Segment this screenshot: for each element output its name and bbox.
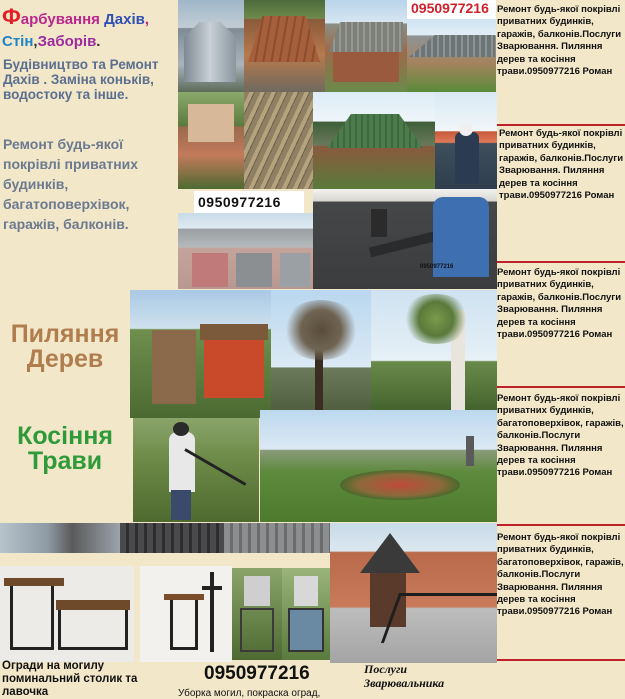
headline-word-1: арбування xyxy=(20,11,105,28)
divider-4 xyxy=(497,524,625,526)
photo-forged-bench xyxy=(0,566,134,662)
photo-tree-climber xyxy=(371,290,497,418)
photo-green-roof-house xyxy=(313,92,435,189)
phone-top: 0950977216 xyxy=(407,0,496,19)
photo-garden-roof xyxy=(178,92,244,189)
photo-grave-before xyxy=(232,568,282,660)
photo-flat-roof-work xyxy=(313,189,497,289)
phone-bottom: 0950977216 xyxy=(204,663,310,684)
photo-old-house xyxy=(325,0,407,92)
photo-house-tree xyxy=(130,290,271,418)
divider-5 xyxy=(497,659,625,661)
fences-text: Огради на могилу поминальний столик та лавочка xyxy=(2,660,138,698)
headline: Фарбування Дахів, Стін,Заборів. xyxy=(2,4,150,50)
side-ad-3: Ремонт будь-якої покрівлі приватних будинків, гаражів, балконів.Послуги Зварювання. Пиляння дерев та косіння трави.0950977216 Роман xyxy=(497,267,622,341)
photo-garages xyxy=(178,213,313,289)
photo-park-flowerbed xyxy=(260,410,497,522)
side-ad-4: Ремонт будь-якої покрівлі приватних будинків, багатоповерхівок, гаражів, балконів.Послуги Зварювання. Пиляння дерев та косіння трави.0950977216 Роман xyxy=(497,393,624,479)
side-ad-2: Ремонт будь-якої покрівлі приватних будинків, гаражів, балконів.Послуги Зварювання. Пиляння дерев та косіння трави.0950977216 Роман xyxy=(499,128,624,202)
side-ad-5: Ремонт будь-якої покрівлі приватних будинків, багатоповерхівок, гаражів, балконів.Послуги Зварювання. Пиляння дерев та косіння трави.0950977216 Роман xyxy=(497,532,624,618)
divider-3 xyxy=(497,386,625,388)
photo-big-tree xyxy=(271,290,371,418)
tree-cutting-title: Пиляння Дерев xyxy=(10,320,120,373)
photo-wood-roof xyxy=(244,92,313,189)
phone-mid: 0950977216 xyxy=(194,191,304,213)
headline-word-3: Стін xyxy=(2,33,34,50)
photo-bottom-strip-1 xyxy=(0,523,120,553)
photo-house-roof xyxy=(244,0,325,92)
headline-word-2: Дахів xyxy=(104,11,145,28)
photo-grave-after xyxy=(282,568,330,660)
photo-long-house xyxy=(407,19,496,92)
grass-mowing-title: Косіння Трави xyxy=(17,422,113,475)
headline-word-4: Заборів xyxy=(37,33,97,50)
headline-letter-f: Ф xyxy=(2,4,21,29)
photo-grave-table xyxy=(140,566,232,662)
roof-repair-text: Ремонт будь-якої покрівлі приватних будинків, багатоповерхівок, гаражів, балконів. xyxy=(3,136,139,232)
welding-text: Послуги Зварювальника xyxy=(364,662,445,690)
photo-worker-gutter xyxy=(435,92,497,189)
grave-care-text: Уборка могил, покраска оград, xyxy=(178,688,321,699)
photo-grass-mower xyxy=(133,418,259,522)
divider-1 xyxy=(497,124,625,126)
photo-bottom-strip-2 xyxy=(120,523,224,553)
photo-bottom-strip-3 xyxy=(224,523,332,553)
photo-caption-phone: 0950977216 xyxy=(420,264,454,270)
divider-2 xyxy=(497,261,625,263)
photo-garage-roof xyxy=(178,0,244,92)
build-text: Будівництво та Ремонт Дахів . Заміна коньків, водостоку та інше. xyxy=(3,57,159,102)
photo-porch-railing xyxy=(330,523,497,663)
side-ad-1: Ремонт будь-якої покрівлі приватних будинків, гаражів, балконів.Послуги Зварювання. Пиляння дерев та косіння трави.0950977216 Роман xyxy=(497,4,622,78)
